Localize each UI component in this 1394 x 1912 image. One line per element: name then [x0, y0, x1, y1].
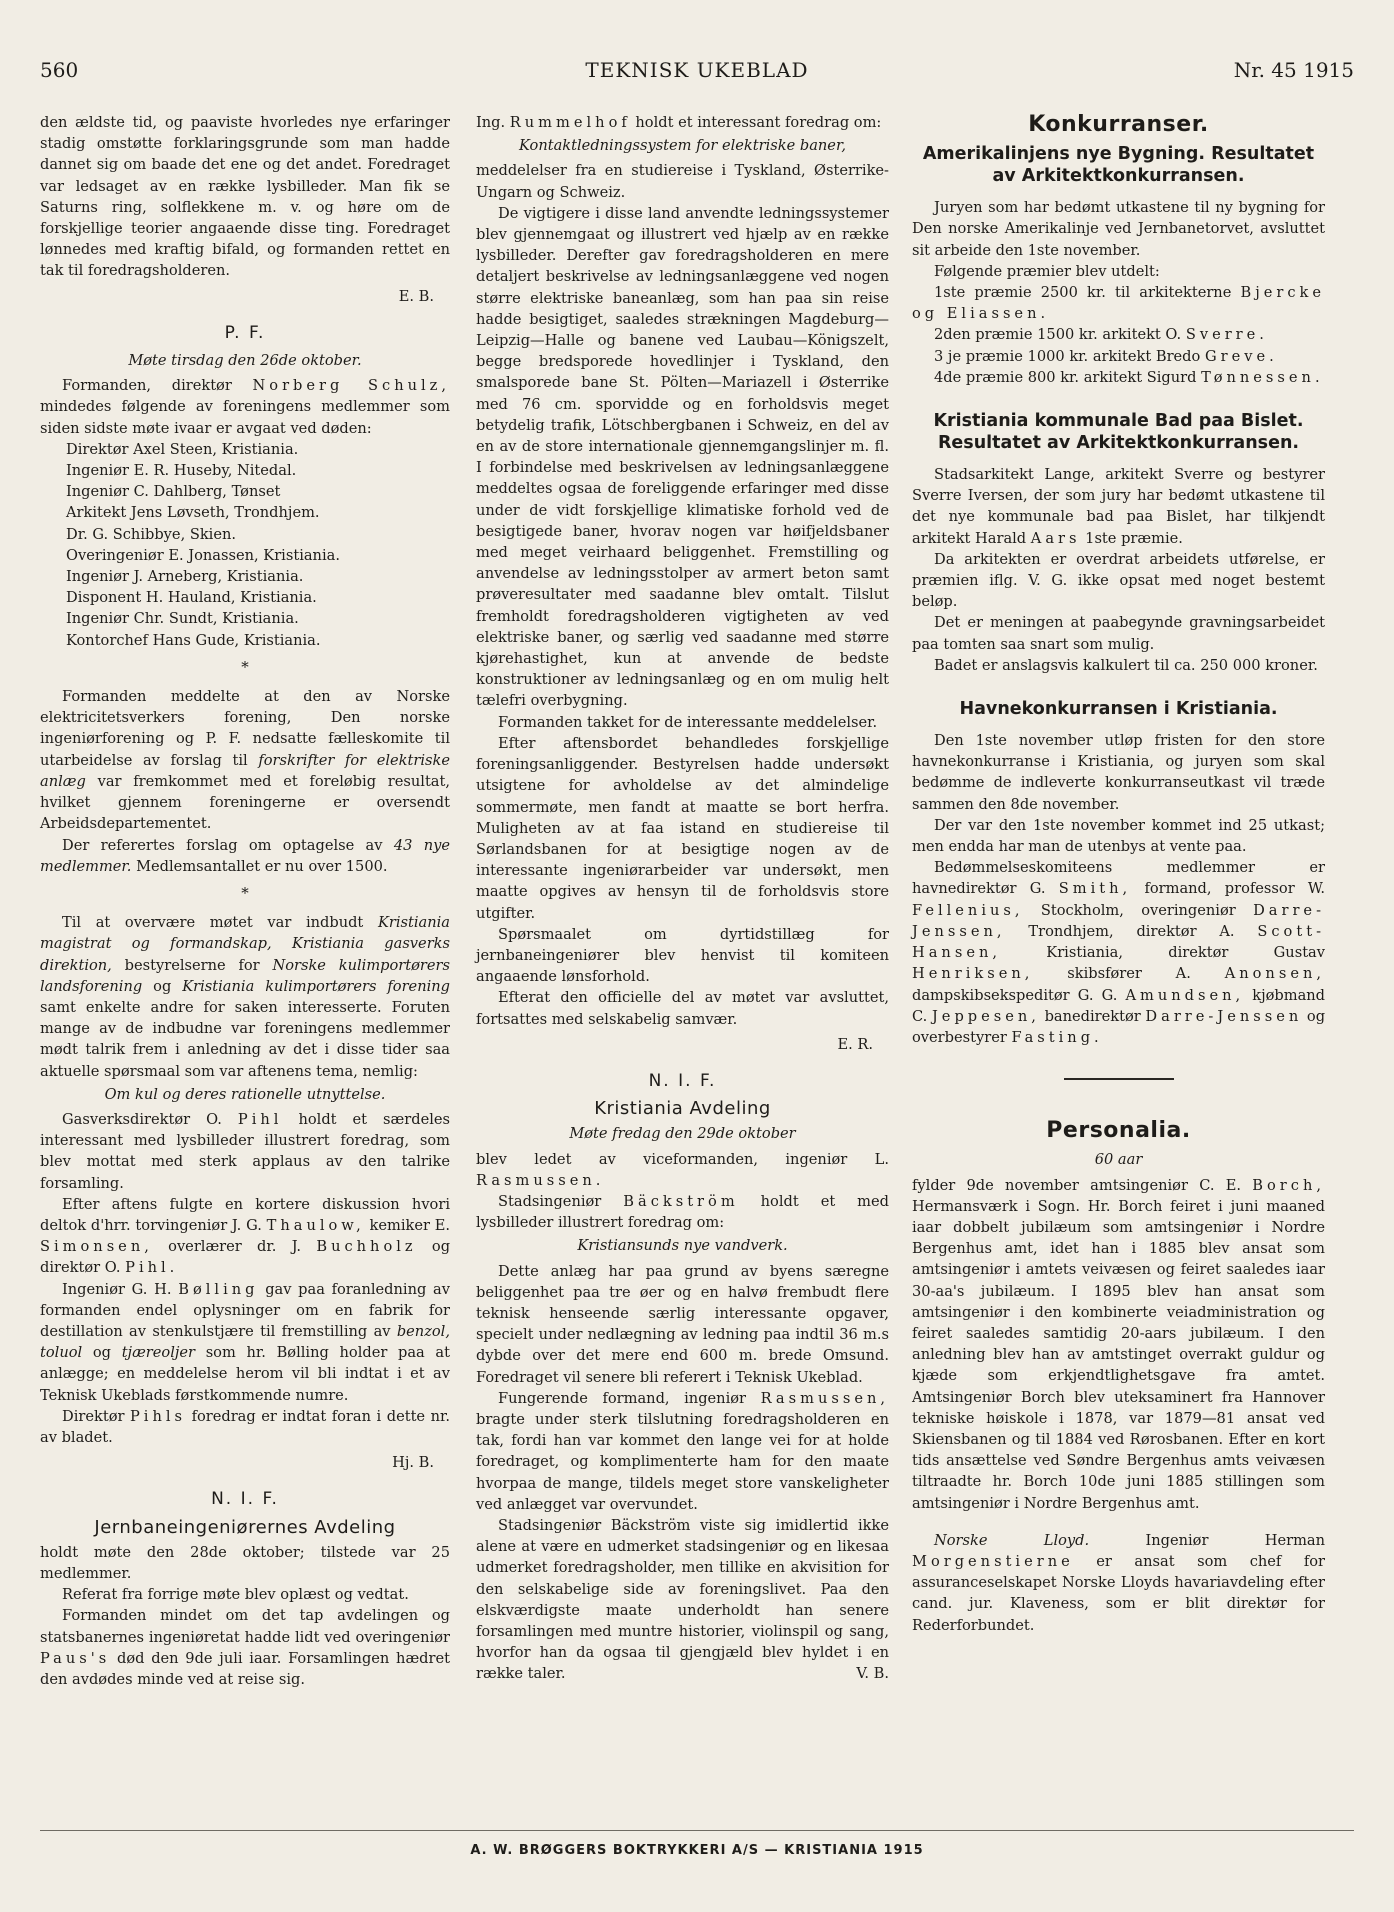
lecture-topic: Om kul og deres rationelle utnyttelse.	[104, 1085, 386, 1103]
article-paragraph: blev ledet av viceformanden, ingeniør L. Rasmussen.	[476, 1150, 889, 1189]
section-rule	[1064, 1078, 1174, 1080]
article-paragraph: Da arkitekten er overdrat arbeidets utførelse, er præmien iflg. V. G. ikke opsat med noget bestemt beløp.	[912, 550, 1325, 611]
prize-line: 2den præmie 1500 kr. arkitekt O. Sverre.	[934, 326, 1268, 344]
article-paragraph: Der var den 1ste november kommet ind 25 utkast; men endda har man de utenbys at vente paa.	[912, 816, 1325, 856]
article-paragraph: fylder 9de november amtsingeniør C. E. Borch, Hermansværk i Sogn. Hr. Borch feiret i juni maaned iaar dobbelt jubilæum som amtsingeniør i Nordre Bergenhus amt, idet han i 1885 blev ansat som amtsingeniør i amtets veivæsen og feiret saaledes iaar 30-aa's jubilæum. I 1895 blev han ansat som amtsingeniør i den kombinerte veiadministration og feiret saaledes samtidig 20-aars jubilæum. I den anledning blev han av amtstinget overrakt guldur og kjæde som erkjendtlighetsgave fra amtet. Amtsingeniør Borch blev uteksaminert fra Hannover tekniske høiskole i 1878, var 1879—81 ansat ved Skiensbanen og til 1884 ved Rørosbanen. Efter en kort tids ansættelse ved Søndre Bergenhus amts veivæsen tiltraadte hr. Borch 10de juni 1885 stillingen som amtsingeniør i Nordre Bergenhus amt.	[912, 1176, 1325, 1512]
pf-paragraph: Gasverksdirektør O. Pihl holdt et særdeles interessant med lysbilleder illustrert foredrag, som blev mottat med sterk applaus av den talrike forsamling.	[40, 1110, 451, 1192]
personalia-heading: Personalia.	[1046, 1118, 1191, 1144]
article-paragraph: De vigtigere i disse land anvendte ledningssystemer blev gjennemgaat og illustrert ved hjælp av en række lysbilleder. Derefter gav foredragsholderen en mere detaljert beskrivelse av ledningsanlæggene ved nogen større elektriske baneanlæg, som han paa sin reise hadde besigtiget, saaledes strækningen Magdeburg—Leipzig—Halle og banene ved Laubau—Königszelt, begge bredsporede hovedlinjer i Tyskland, den smalsporede bane St. Pölten—Mariazell i Østerrike med 76 cm. sporvidde og en forholdsvis meget betydelig trafik, Lötschbergbanen i Schweiz, en del av en av de store internationale gjennemgangslinjer m. fl. I forbindelse med beskrivelsen av ledningsanlæggene meddeltes ogsaa de foreliggende erfaringer med disse under de vidt forskjellige klimatiske forhold ved de besigtigede baner, hvorav nogen var høifjeldsbaner med meget veirhaard beliggenhet. Fremstilling og anvendelse av ledningsstolper av armert beton samt prøveresultater med saadanne blev omtalt. Tilslut fremholdt foredragsholderen vigtigheten av ved elektriske baner, og særlig ved saadanne med større kjørehastighet, kun at anvende de bedste konstruktioner av ledningsanlæg og en om mulig helt tælefri overbygning.	[476, 204, 889, 710]
deceased-list	[40, 439, 450, 651]
pf-paragraph: Efter aftens fulgte en kortere diskussion hvori deltok d'hrr. torvingeniør J. G. Thaulow, kemiker E. Simonsen, overlærer dr. J. Buchholz og direktør O. Pihl.	[40, 1195, 451, 1277]
nif-paragraph: Formanden mindet om det tap avdelingen og statsbanernes ingeniøretat hadde lidt ved overingeniør Paus's død den 9de juli iaar. Forsamlingen hædret den avdødes minde ved at reise sig.	[40, 1607, 450, 1689]
personalia-subheading: 60 aar	[1094, 1151, 1143, 1169]
pf-paragraph: Formanden meddelte at den av Norske elektricitetsverkers forening, Den norske ingeniørforening og P. F. nedsatte fælleskomite til utarbeidelse av forslag til forskrifter for elektriske anlæg var fremkommet med et foreløbig resultat, hvilket gjennem foreningerne er oversendt Arbeidsdepartementet.	[40, 688, 451, 833]
article-paragraph: Følgende præmier blev utdelt:	[934, 262, 1160, 280]
pf-meeting-date: Møte tirsdag den 26de oktober.	[128, 352, 362, 370]
article-paragraph: Stadsarkitekt Lange, arkitekt Sverre og bestyrer Sverre Iversen, der som jury har bedømt utkastene til det nye kommunale bad paa Bislet, har tilkjendt arkitekt Harald Aars 1ste præmie.	[912, 466, 1325, 547]
article-paragraph: Efterat den officielle del av møtet var avsluttet, fortsattes med selskabelig samvær.	[476, 989, 889, 1028]
prize-line: 1ste præmie 2500 kr. til arkitekterne Bjercke og Eliassen.	[912, 284, 1326, 323]
list-item: Ingeniør J. Arneberg, Kristiania.	[66, 568, 304, 586]
article-paragraph: Formanden takket for de interessante meddelelser.	[498, 713, 878, 731]
nif-paragraph: Referat fra forrige møte blev oplæst og vedtat.	[62, 1586, 409, 1604]
section-separator: *	[241, 883, 249, 902]
lecture-topic: Kontaktledningssystem for elektriske baner,	[519, 137, 846, 155]
article-paragraph: Efter aftensbordet behandledes forskjellige foreningsanliggender. Bestyrelsen hadde undersøkt utsigtene for avholdelse av det almindelige sommermøte, men fandt at maatte se bort herfra. Muligheten av at faa istand en studiereise til Sørlandsbanen for at besigtige nogen av de interessante ingeniørarbeider var undersøkt, men maatte opgives av hensyn til de forholdsvis store utgifter.	[476, 734, 889, 922]
issue-number: Nr. 45 1915	[1233, 58, 1354, 82]
nif-subheading: Jernbaneingeniørernes Avdeling	[94, 1516, 396, 1538]
article-paragraph: meddelelser fra en studiereise i Tyskland, Østerrike-Ungarn og Schweiz.	[476, 162, 889, 201]
intro-paragraph: den ældste tid, og paaviste hvorledes nye erfaringer stadig omstøtte forklaringsgrunde som man hadde dannet sig om baade det ene og det andet. Foredraget var ledsaget av en række lysbilleder. Man fik se Saturns ring, solflekkene m. v. og høre om de forskjellige teorier angaaende disse ting. Foredraget lønnedes med kraftig bifald, og formanden rettet en tak til foredragsholderen.	[40, 114, 450, 280]
pf-paragraph: Ingeniør G. H. Bølling gav paa foranledning av formanden endel oplysninger om en fabrik for destillation av stenkulstjære til fremstilling av benzol, toluol og tjæreoljer som hr. Bølling holder paa at anlægge; en meddelelse herom vil bli indtat i et av Teknisk Ukeblads førstkommende numre.	[40, 1280, 451, 1404]
pf-signature: Hj. B.	[392, 1454, 434, 1472]
page-header	[40, 58, 1354, 88]
article-paragraph: Fungerende formand, ingeniør Rasmussen, bragte under sterk tilslutning foredragsholderen en tak, fordi han var kommet den lange vei for at holde foredraget, og komplimenterte ham for den maate hvorpaa de mange, tildels meget store vanskeligheter ved anlægget var overvundet.	[476, 1389, 889, 1513]
pf-paragraph: Der referertes forslag om optagelse av 43 nye medlemmer. Medlemsantallet er nu over 1500.	[40, 836, 451, 875]
intro-signature: E. B.	[398, 287, 434, 305]
prize-line: 4de præmie 800 kr. arkitekt Sigurd Tønnessen.	[934, 368, 1324, 386]
article-paragraph: Juryen som har bedømt utkastene til ny bygning for Den norske Amerikalinje ved Jernbanetorvet, avsluttet sit arbeide den 1ste november.	[912, 199, 1325, 259]
person-name: Norberg Schulz,	[252, 377, 450, 395]
nif-meeting-date: Møte fredag den 29de oktober	[569, 1125, 796, 1143]
list-item: Ingeniør Chr. Sundt, Kristiania.	[66, 610, 299, 628]
article-paragraph: Dette anlæg har paa grund av byens særegne beliggenhet paa tre øer og en halvø frembudt flere teknisk henseende særlig interessante opgaver, specielt under nedlægning av ledning paa indtil 36 m.s dybde over det mere end 600 m. brede Omsund. Foredraget vil senere bli referert i Teknisk Ukeblad.	[476, 1262, 889, 1386]
list-item: Ingeniør C. Dahlberg, Tønset	[66, 483, 281, 501]
nif-paragraph: holdt møte den 28de oktober; tilstede var 25 medlemmer.	[40, 1543, 450, 1582]
pf-paragraph: Formanden, direktør Norberg Schulz, mindedes følgende av foreningens medlemmer som siden sidste møte ivaar er avgaat ved døden:	[40, 377, 450, 437]
list-item: Ingeniør E. R. Huseby, Nitedal.	[66, 462, 297, 480]
pf-heading: P. F.	[224, 322, 266, 343]
amerika-subheading: Amerikalinjens nye Bygning. Resultatet av Arkitektkonkurransen.	[922, 144, 1315, 187]
article-paragraph: Norske Lloyd. Ingeniør Herman Morgenstierne er ansat som chef for assuranceselskapet Norske Lloyds havariavdeling efter cand. jur. Klaveness, som er blit direktør for Rederforbundet.	[912, 1531, 1326, 1634]
list-item: Kontorchef Hans Gude, Kristiania.	[66, 631, 321, 649]
column-right	[912, 112, 1325, 1636]
article-paragraph: Ing. Rummelhof holdt et interessant foredrag om:	[476, 114, 882, 131]
article-paragraph: Det er meningen at paabegynde gravningsarbeidet paa tomten saa snart som mulig.	[912, 614, 1325, 653]
article-paragraph: Den 1ste november utløp fristen for den store havnekonkurranse i Kristiania, og juryen som skal bedømme de indleverte konkurranseutkast vil træde sammen den 8de november.	[912, 732, 1325, 813]
column-left	[40, 112, 450, 1690]
competitions-heading: Konkurranser.	[1028, 112, 1209, 137]
nif-subheading: Kristiania Avdeling	[594, 1098, 771, 1120]
article-paragraph: Stadsingeniør Bäckström viste sig imidlertid ikke alene at være en udmerket stadsingeniør og en likesaa udmerket foredragsholder, men tillike en akvisition for den selskabelige side av foreningslivet. Paa den elskværdigste maate underholdt han senere forsamlingen med muntre historier, violinspil og sang, hvorfor han da ogsaa til gjengjæld blev hyldet i en række taler. V. B.	[476, 1515, 889, 1685]
article-signature: V. B.	[856, 1665, 889, 1683]
journal-title: TEKNISK UKEBLAD	[585, 58, 809, 82]
page-number: 560	[40, 58, 79, 82]
nif-heading: N. I. F.	[211, 1489, 279, 1510]
pf-paragraph: Til at overvære møtet var indbudt Kristiania magistrat og formandskap, Kristiania gasverks direktion, bestyrelserne for Norske kulimportørers landsforening og Kristiania kulimportørers forening samt enkelte andre for saken interesserte. Foruten mange av de indbudne var foreningens medlemmer mødt talrik frem i anledning av det i disse tider saa aktuelle spørsmaal som var aftenens tema, nemlig:	[40, 914, 450, 1080]
section-separator: *	[241, 657, 249, 676]
list-item: Arkitekt Jens Løvseth, Trondhjem.	[66, 504, 320, 522]
list-item: Overingeniør E. Jonassen, Kristiania.	[66, 546, 340, 564]
footer-rule	[40, 1830, 1354, 1831]
list-item: Dr. G. Schibbye, Skien.	[66, 525, 237, 543]
havn-subheading: Havnekonkurransen i Kristiania.	[959, 699, 1278, 720]
printer-footer: A. W. BRØGGERS BOKTRYKKERI A/S — KRISTIANIA 1915	[470, 1843, 924, 1858]
article-signature: E. R.	[837, 1035, 873, 1053]
article-paragraph: Bedømmelseskomiteens medlemmer er havnedirektør G. Smith, formand, professor W. Fellenius, Stockholm, overingeniør Darre-Jenssen, Trondhjem, direktør A. Scott-Hansen, Kristiania, direktør Gustav Henriksen, skibsfører A. Anonsen, dampskibsekspeditør G. G. Amundsen, kjøbmand C. Jeppesen, banedirektør Darre-Jenssen og overbestyrer Fasting.	[912, 859, 1326, 1046]
nif-heading: N. I. F.	[648, 1070, 717, 1091]
article-paragraph: Stadsingeniør Bäckström holdt et med lysbilleder illustrert foredrag om:	[476, 1192, 889, 1232]
prize-line: 3 je præmie 1000 kr. arkitekt Bredo Greve.	[934, 347, 1278, 365]
article-paragraph: Spørsmaalet om dyrtidstillæg for jernbaneingeniører blev henvist til komiteen angaaende lønsforhold.	[476, 925, 889, 986]
article-paragraph: Badet er anslagsvis kalkulert til ca. 250 000 kroner.	[934, 656, 1318, 674]
lecture-topic: Kristiansunds nye vandverk.	[577, 1237, 788, 1255]
pf-paragraph: Direktør Pihls foredrag er indtat foran i dette nr. av bladet.	[40, 1407, 451, 1446]
bislet-subheading: Kristiania kommunale Bad paa Bislet. Resultatet av Arkitektkonkurransen.	[933, 411, 1304, 454]
column-middle	[476, 112, 889, 1685]
list-item: Disponent H. Hauland, Kristiania.	[66, 589, 317, 607]
list-item: Direktør Axel Steen, Kristiania.	[66, 440, 299, 458]
